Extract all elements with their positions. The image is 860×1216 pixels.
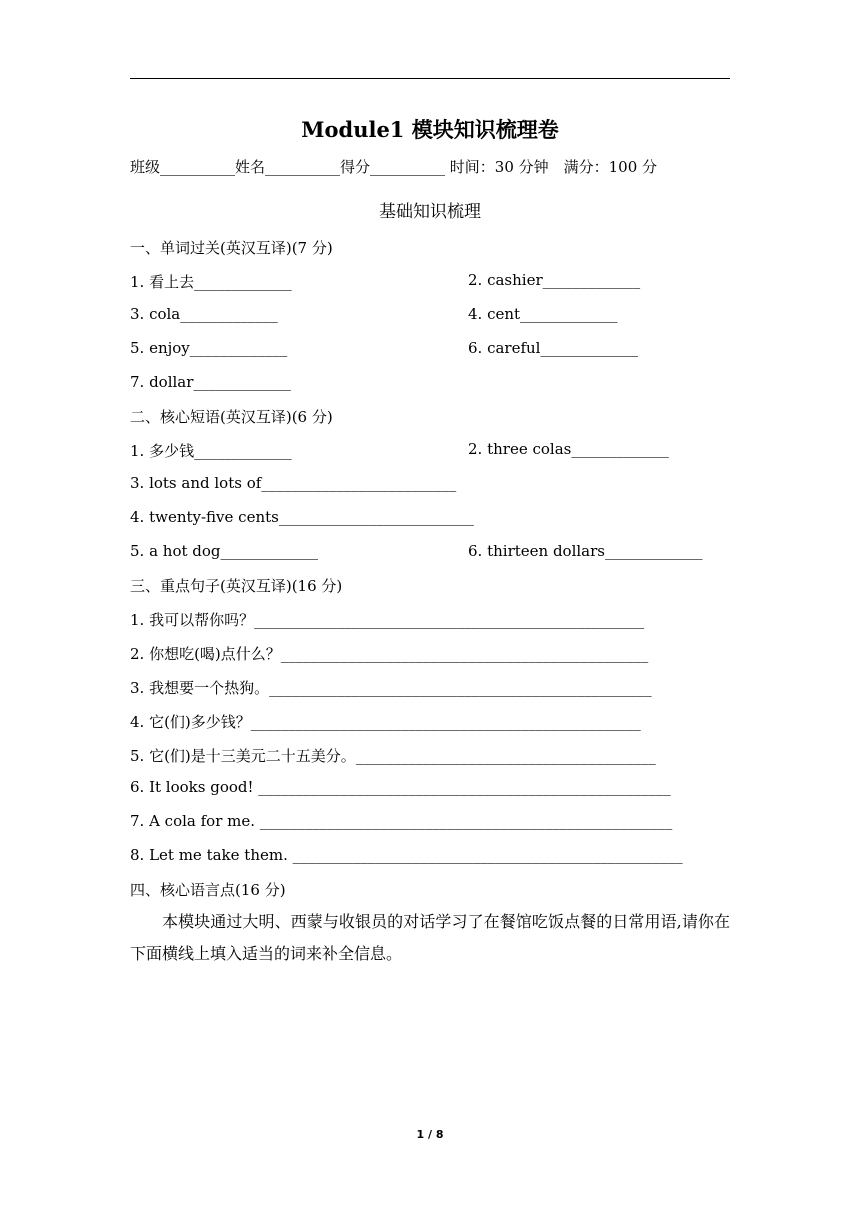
s2-item-3: 3. lots and lots of__________________________ bbox=[130, 474, 457, 492]
s1-item-7: 7. dollar_____________ bbox=[130, 373, 291, 391]
s2-item-1: 1. 多少钱_____________ bbox=[130, 442, 292, 460]
s3-item-7: 7. A cola for me. _______________________________________________________ bbox=[130, 812, 673, 830]
s3-item-8: 8. Let me take them. ____________________________________________________ bbox=[130, 846, 683, 864]
section-3-heading: 三、重点句子(英汉互译)(16 分) bbox=[130, 577, 343, 595]
s3-item-2: 2. 你想吃(喝)点什么？_________________________________________________ bbox=[130, 645, 649, 663]
s1-item-3: 3. cola_____________ bbox=[130, 305, 278, 323]
s3-item-5: 5. 它(们)是十三美元二十五美分。________________________________________ bbox=[130, 747, 656, 765]
page-title: Module1 模块知识梳理卷 bbox=[301, 117, 559, 142]
s1-item-5: 5. enjoy_____________ bbox=[130, 339, 288, 357]
s1-item-4: 4. cent_____________ bbox=[468, 305, 618, 323]
s3-item-4: 4. 它(们)多少钱？____________________________________________________ bbox=[130, 713, 641, 731]
s1-item-2: 2. cashier_____________ bbox=[468, 271, 641, 289]
s2-item-5: 5. a hot dog_____________ bbox=[130, 542, 319, 560]
s3-item-3: 3. 我想要一个热狗。___________________________________________________ bbox=[130, 679, 652, 697]
section-4-paragraph: 本模块通过大明、西蒙与收银员的对话学习了在餐馆吃饭点餐的日常用语,请你在下面横线上填入适当的词来补全信息。 bbox=[130, 912, 730, 963]
section-subtitle: 基础知识梳理 bbox=[379, 202, 481, 222]
s3-item-6: 6. It looks good! _______________________________________________________ bbox=[130, 778, 671, 796]
page-number: 1 / 8 bbox=[416, 1128, 444, 1141]
s2-item-2: 2. three colas_____________ bbox=[468, 440, 669, 458]
s1-item-1: 1. 看上去_____________ bbox=[130, 273, 292, 291]
s1-item-6: 6. careful_____________ bbox=[468, 339, 638, 357]
s2-item-6: 6. thirteen dollars_____________ bbox=[468, 542, 703, 560]
section-2-heading: 二、核心短语(英汉互译)(6 分) bbox=[130, 408, 333, 426]
section-4-heading: 四、核心语言点(16 分) bbox=[130, 881, 286, 899]
top-rule bbox=[130, 78, 730, 79]
s3-item-1: 1. 我可以帮你吗？____________________________________________________ bbox=[130, 611, 645, 629]
student-info-line: 班级__________姓名__________得分__________ 时间：30 分钟 满分：100 分 bbox=[130, 158, 658, 176]
s2-item-4: 4. twenty-five cents__________________________ bbox=[130, 508, 474, 526]
section-1-heading: 一、单词过关(英汉互译)(7 分) bbox=[130, 239, 333, 257]
